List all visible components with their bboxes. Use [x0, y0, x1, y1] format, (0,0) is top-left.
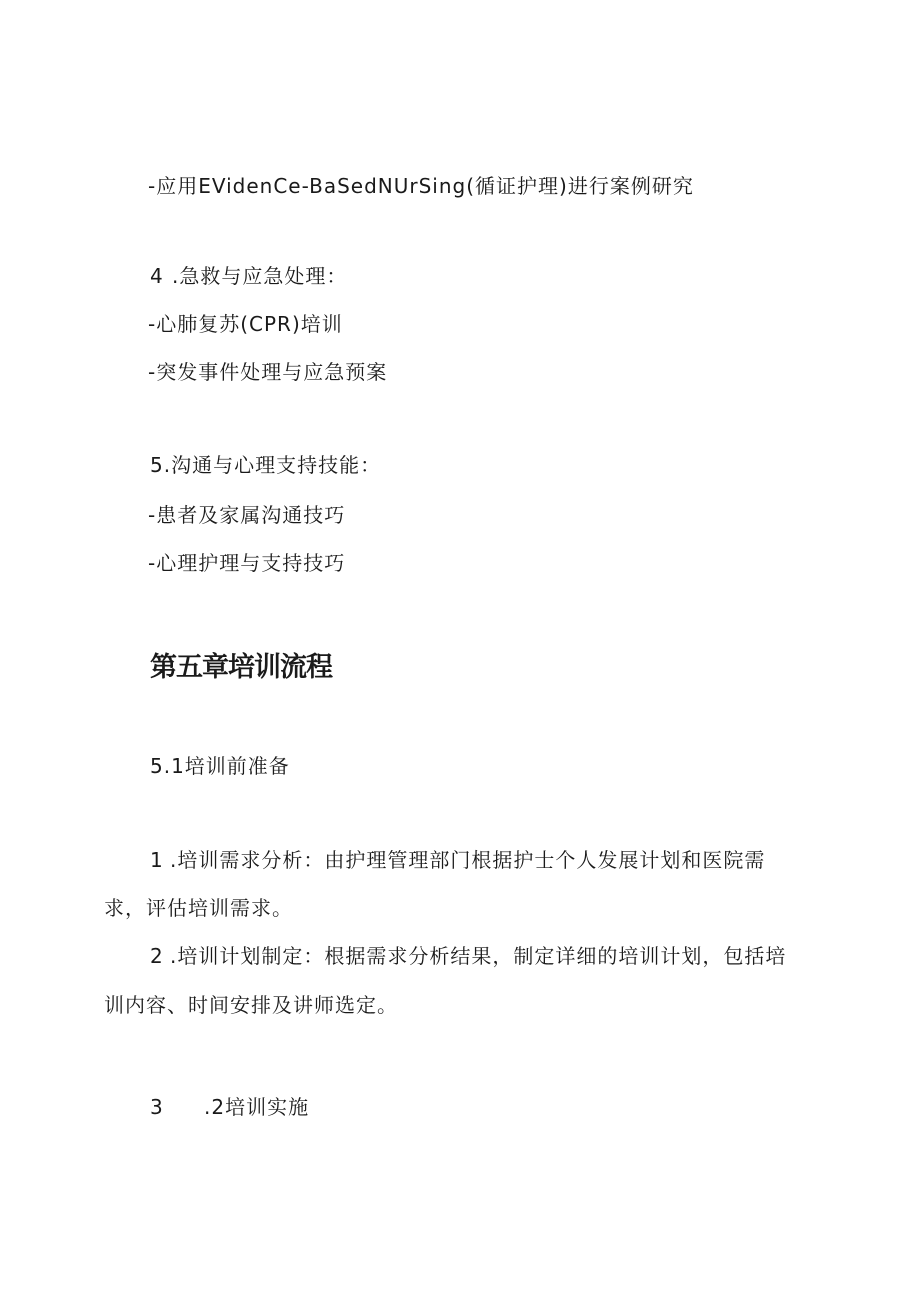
bullet-cpr-training: -心肺复苏(CPR)培训	[148, 312, 343, 336]
bullet-evidence-based-nursing: -应用EVidenCe-BaSedNUrSing(循证护理)进行案例研究	[148, 174, 694, 198]
section-5-2-title	[150, 1094, 309, 1120]
bullet-psychological-support: -心理护理与支持技巧	[148, 551, 346, 575]
item-2-number: 2	[150, 944, 164, 968]
item-2-line-1	[150, 943, 786, 969]
item-1-number: 1	[150, 848, 164, 872]
bullet-emergency-plan: -突发事件处理与应急预案	[148, 360, 388, 384]
item-1-line-2: 求，评估培训需求。	[104, 896, 293, 920]
chapter-title: 第五章培训流程	[150, 652, 332, 683]
section-5-1-title: 5.1培训前准备	[150, 754, 290, 778]
item-4-number: 4	[150, 264, 164, 288]
section-5-2-number: 3	[150, 1095, 164, 1119]
item-1-line-1	[150, 847, 765, 873]
item-2-text: .培训计划制定：根据需求分析结果，制定详细的培训计划，包括培	[170, 944, 787, 968]
item-4-heading	[150, 263, 347, 289]
item-1-text: .培训需求分析：由护理管理部门根据护士个人发展计划和医院需	[170, 848, 766, 872]
item-5-heading: 5.沟通与心理支持技能：	[150, 453, 382, 477]
item-2-line-2: 训内容、时间安排及讲师选定。	[104, 993, 398, 1017]
bullet-patient-communication: -患者及家属沟通技巧	[148, 503, 346, 527]
section-5-2-text: .2培训实施	[204, 1095, 310, 1119]
item-4-title: .急救与应急处理：	[172, 264, 348, 288]
